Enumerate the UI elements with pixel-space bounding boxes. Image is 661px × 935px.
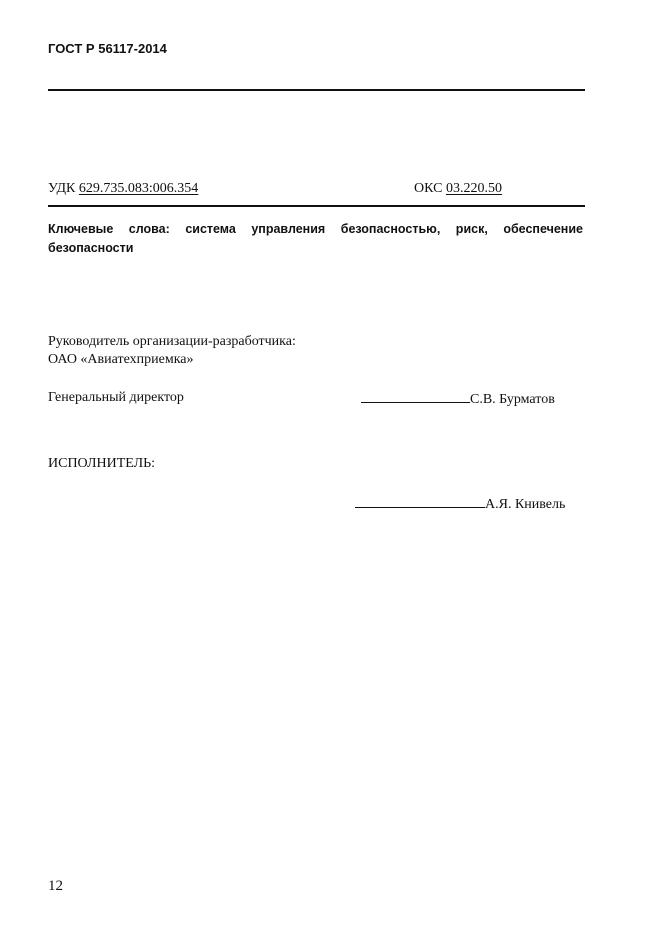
executor-label: ИСПОЛНИТЕЛЬ: (48, 456, 156, 471)
classification-divider (48, 205, 585, 207)
developer-organization: ОАО «Авиатехприемка» (48, 352, 194, 367)
top-divider (48, 89, 585, 91)
udk-label: УДК (48, 181, 76, 196)
keywords-label: Ключевые слова: (48, 222, 170, 236)
oks-label: ОКС (414, 181, 443, 196)
oks-value: 03.220.50 (445, 181, 502, 196)
udk-value: 629.735.083:006.354 (78, 181, 199, 196)
developer-signature-line (361, 390, 470, 403)
executor-signature-name: А.Я. Книвель (485, 497, 566, 512)
keywords-paragraph (48, 220, 583, 258)
udk-line (48, 181, 198, 197)
developer-head-label: Руководитель организации-разработчика: (48, 334, 296, 349)
oks-line (414, 181, 502, 197)
page-number: 12 (48, 878, 63, 894)
standard-header: ГОСТ Р 56117-2014 (48, 41, 167, 56)
developer-signature (361, 390, 555, 408)
keywords-text: система управления безопасностью, риск, обеспечение безопасности (48, 222, 583, 255)
developer-signature-name: С.В. Бурматов (470, 392, 555, 407)
developer-position: Генеральный директор (48, 390, 184, 405)
executor-signature-line (355, 495, 485, 508)
executor-signature (355, 495, 565, 513)
